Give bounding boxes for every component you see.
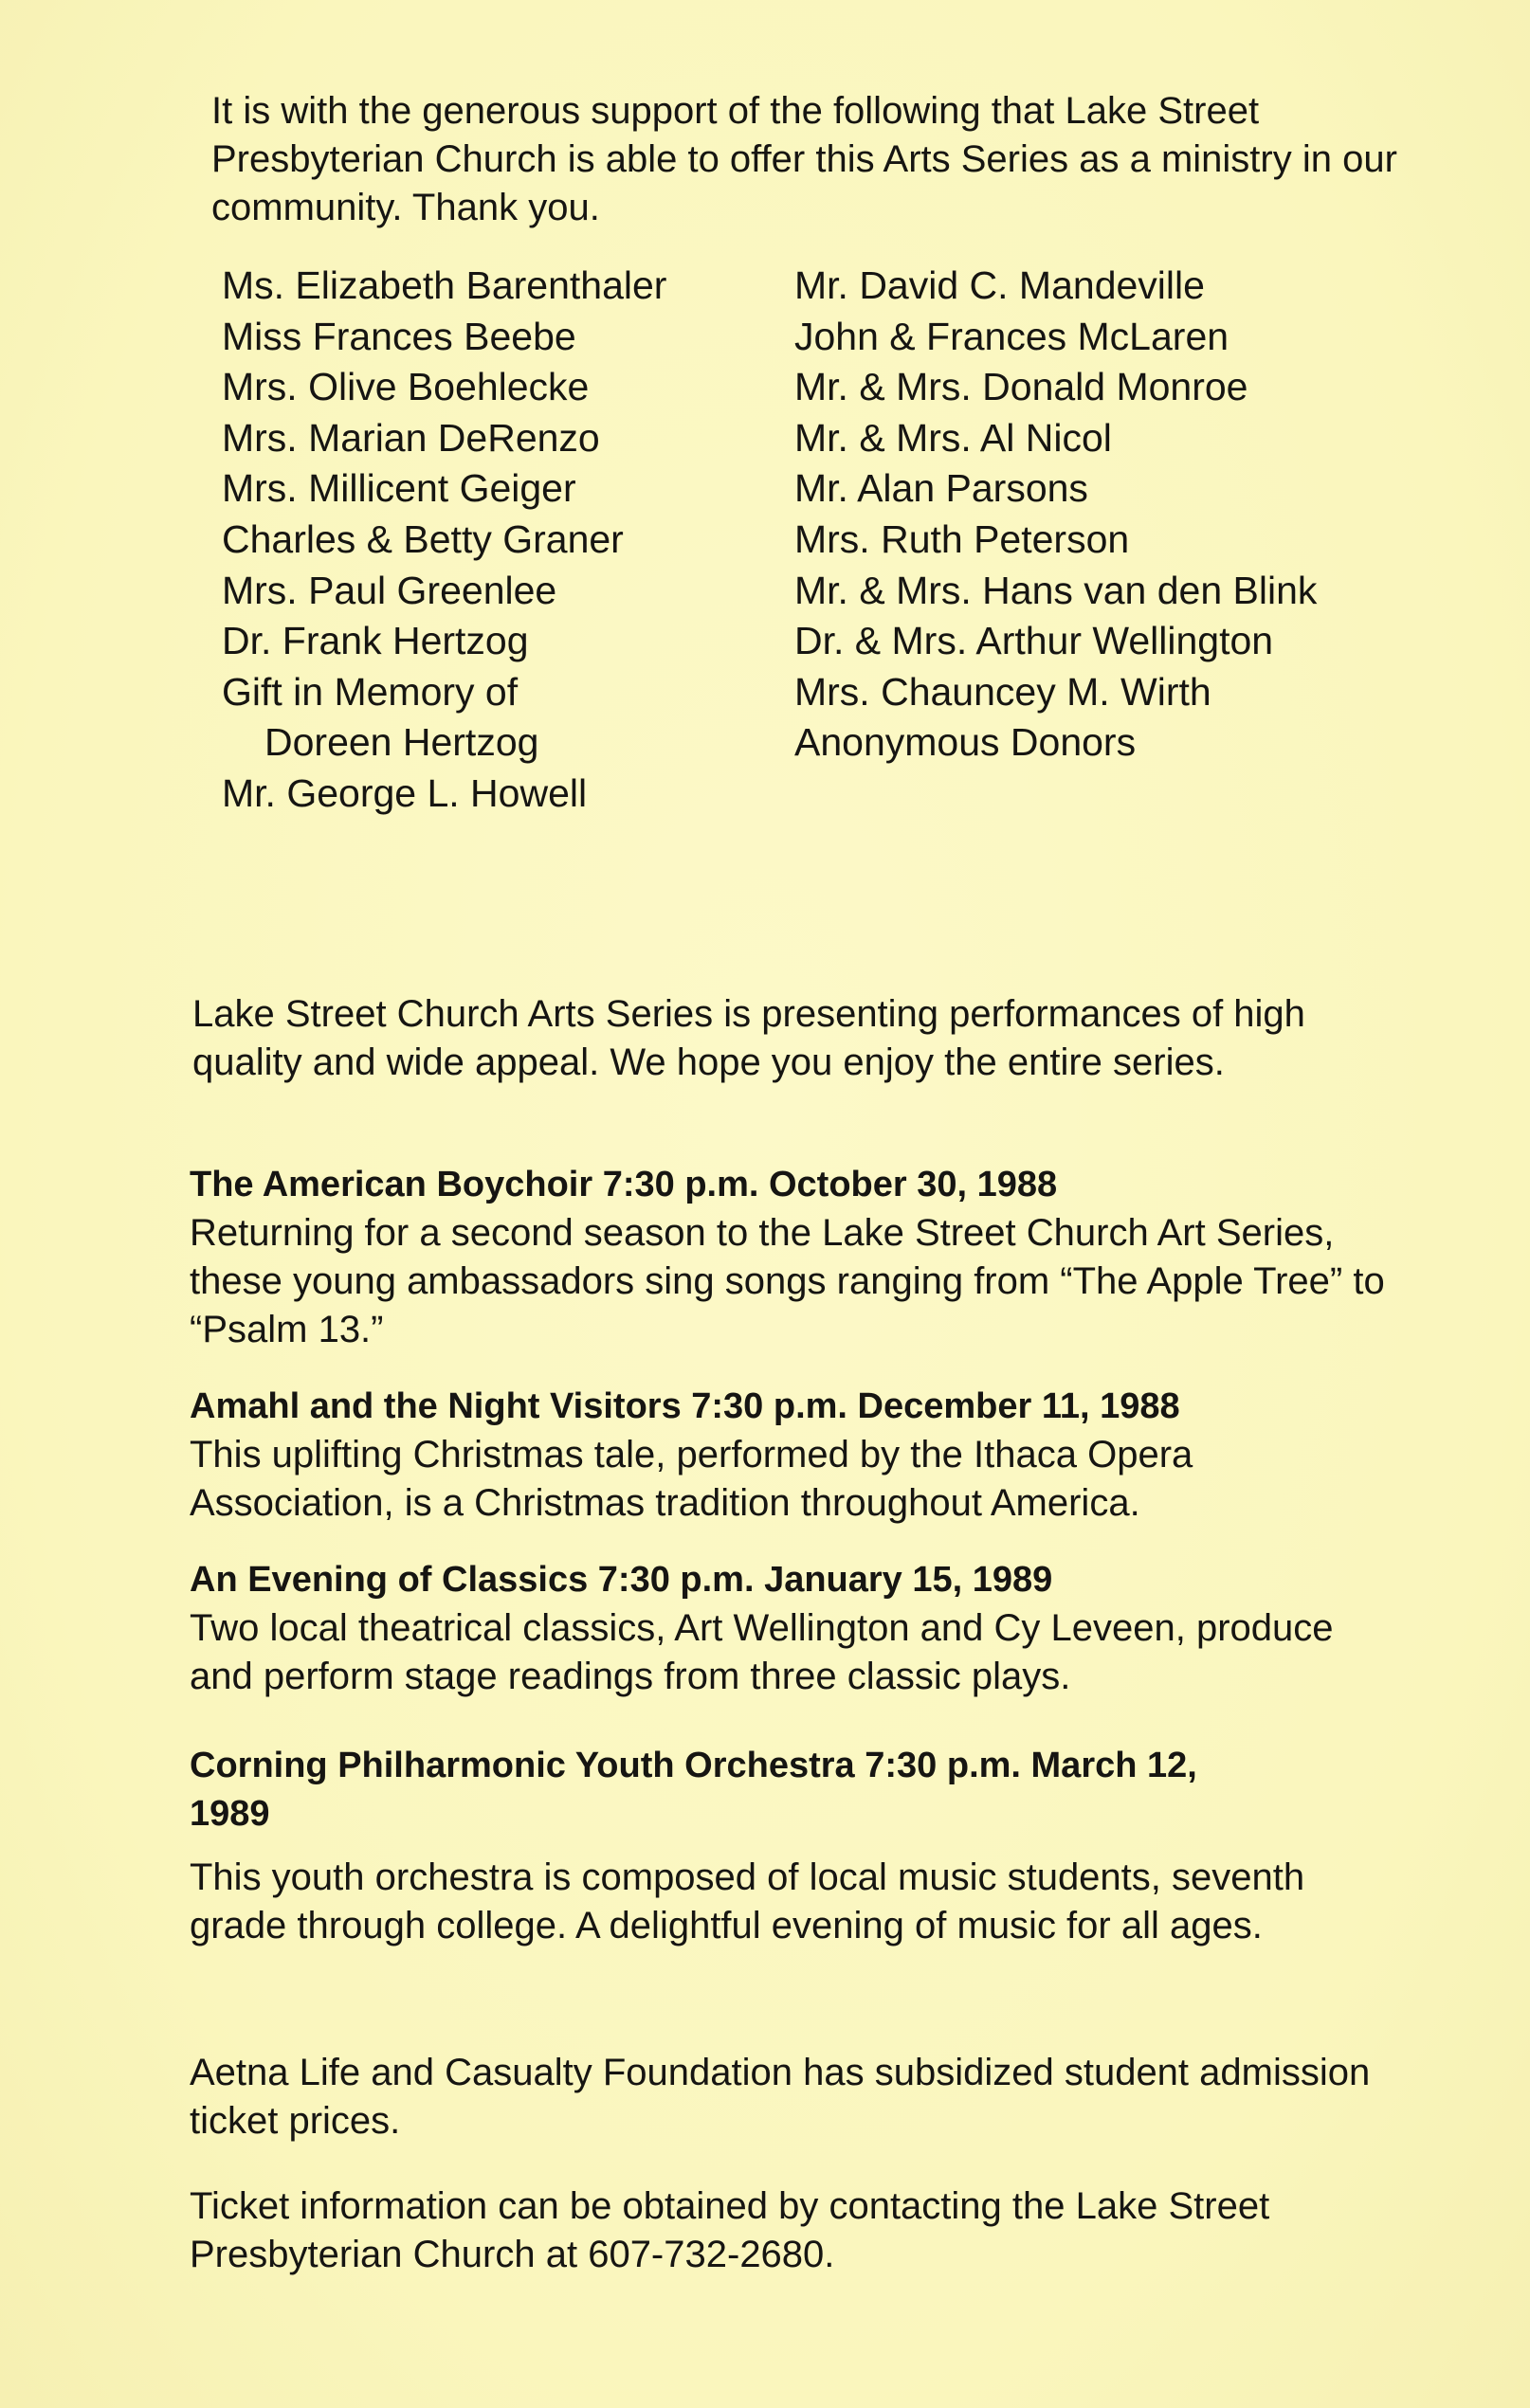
donor-name: Gift in Memory of [222,669,519,714]
event-description: This youth orchestra is composed of local music students, seventh grade through college. A delightful evening of music for all ages. [190,1856,1305,1946]
donor-name: Charles & Betty Graner [222,516,624,561]
donor-name: Mr. & Mrs. Donald Monroe [794,365,1248,409]
donor-name: Mrs. Olive Boehlecke [222,365,590,409]
donor-column-left [222,261,666,820]
donor-name: Mrs. Chauncey M. Wirth [794,669,1211,714]
donor-name: Mr. David C. Mandeville [794,263,1205,307]
event-description: Returning for a second season to the Lake Street Church Art Series, these young ambassadors sing songs ranging from “The Apple Tree” to “Psalm 13.” [190,1212,1385,1350]
event-title: Corning Philharmonic Youth Orchestra 7:30 p.m. March 12, 1989 [190,1746,1197,1834]
event-title: An Evening of Classics 7:30 p.m. January 15, 1989 [190,1560,1053,1600]
ticket-info: Ticket information can be obtained by contacting the Lake Street Presbyterian Church at 607-732-2680. [190,2185,1270,2275]
series-intro: Lake Street Church Arts Series is presenting performances of high quality and wide appeal. We hope you enjoy the entire series. [192,993,1305,1083]
event-description: Two local theatrical classics, Art Wellington and Cy Leveen, produce and perform stage readings from three classic plays. [190,1607,1334,1697]
donor-name: Mr. & Mrs. Al Nicol [794,415,1112,460]
event-description: This uplifting Christmas tale, performed by the Ithaca Opera Association, is a Christmas tradition throughout America. [190,1434,1193,1524]
donor-name: Mrs. Marian DeRenzo [222,415,600,460]
donor-name: Ms. Elizabeth Barenthaler [222,263,667,307]
event-american-boychoir [190,1161,1422,1354]
donor-name: Mr. George L. Howell [222,770,588,815]
donor-name: Dr. & Mrs. Arthur Wellington [794,619,1274,663]
donor-name: Mrs. Paul Greenlee [222,568,557,612]
donor-name: Mr. Alan Parsons [794,466,1088,511]
donor-name: Mr. & Mrs. Hans van den Blink [794,568,1318,612]
event-evening-of-classics [190,1556,1422,1701]
donor-column-right [794,261,1317,769]
donor-name: Mrs. Ruth Peterson [794,516,1130,561]
donor-name: Doreen Hertzog [264,720,539,765]
event-amahl [190,1383,1422,1528]
event-title: The American Boychoir 7:30 p.m. October 30, 1988 [190,1165,1058,1204]
event-youth-orchestra [190,1742,1422,1950]
donor-name: Miss Frances Beebe [222,314,576,358]
donor-name: Anonymous Donors [794,720,1137,765]
donor-name: Dr. Frank Hertzog [222,619,529,663]
subsidy-note: Aetna Life and Casualty Foundation has subsidized student admission ticket prices. [190,2052,1371,2142]
donor-name: Mrs. Millicent Geiger [222,466,576,511]
donor-name: John & Frances McLaren [794,314,1229,358]
event-title: Amahl and the Night Visitors 7:30 p.m. December 11, 1988 [190,1386,1180,1426]
thank-you-intro: It is with the generous support of the following that Lake Street Presbyterian Church is able to offer this Arts Series as a ministry in our community. Thank you. [211,90,1397,228]
